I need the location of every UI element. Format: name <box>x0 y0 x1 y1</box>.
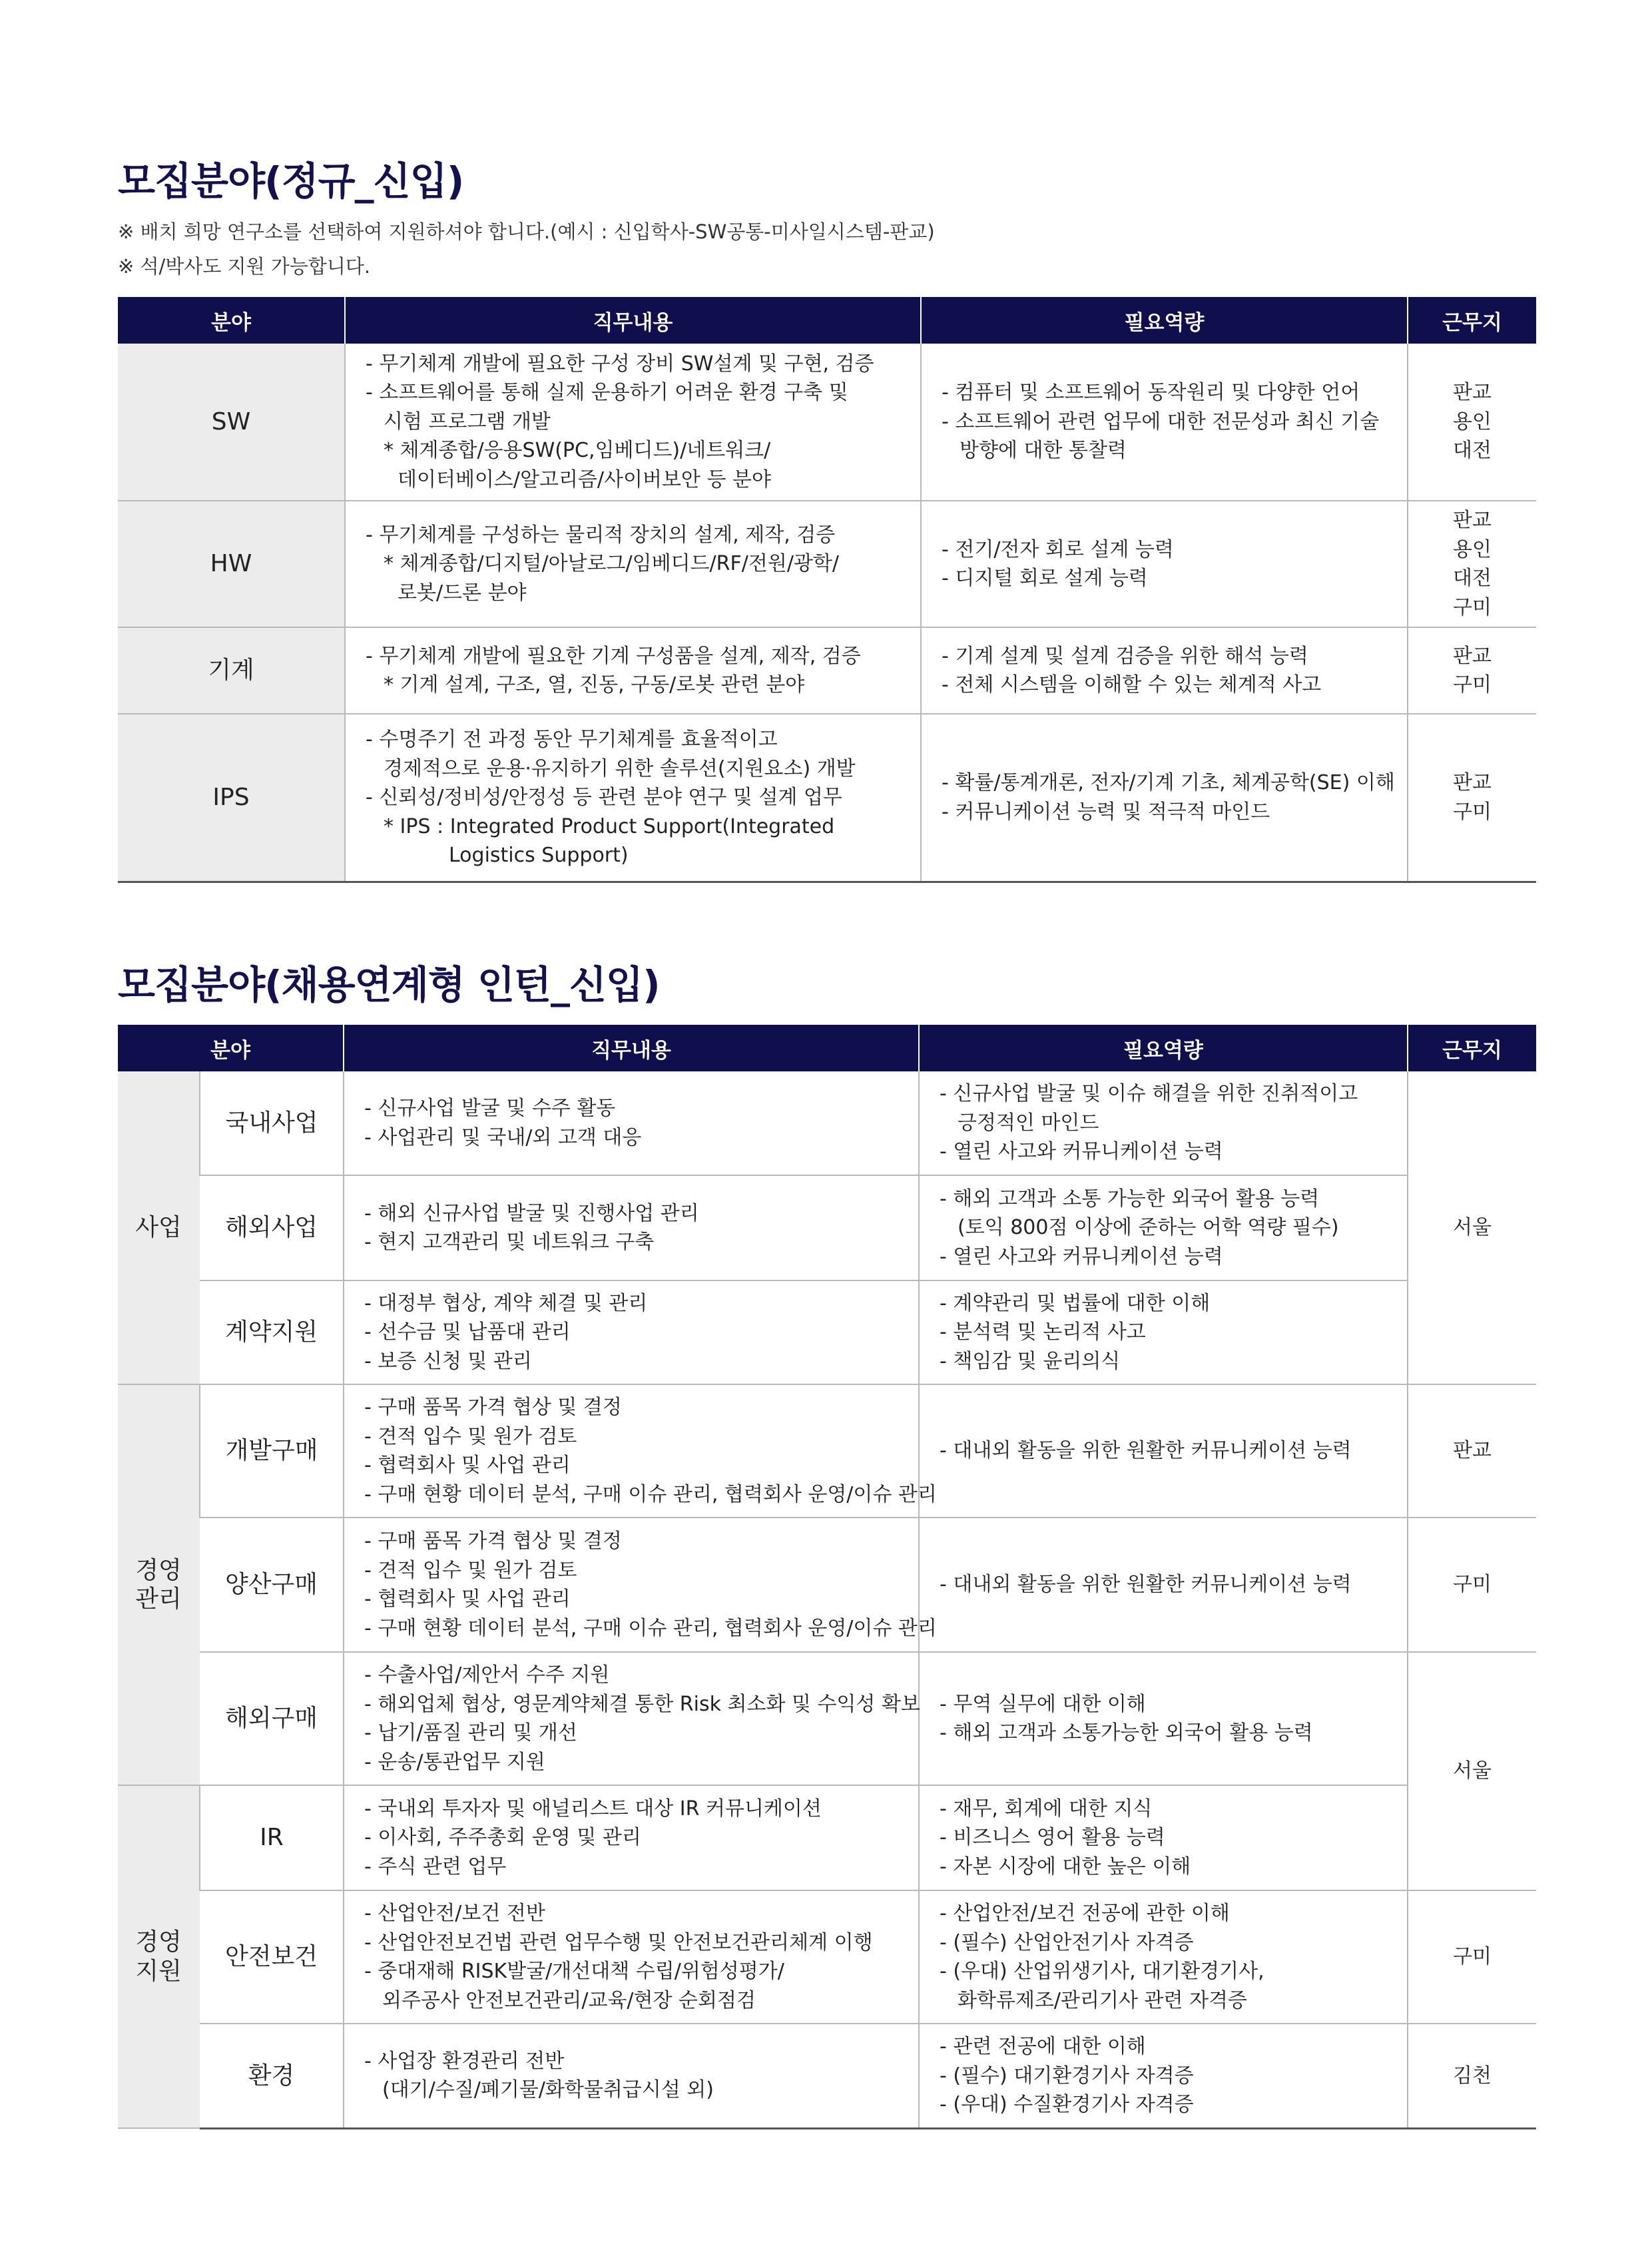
duties-cell <box>344 1280 919 1384</box>
skill-line: - (우대) 산업위생기사, 대기환경기사, <box>940 1960 1264 1983</box>
duty-line: - 운송/통관업무 지원 <box>364 1750 545 1774</box>
skill-line: (토익 800점 이상에 준하는 어학 역량 필수) <box>958 1216 1339 1240</box>
location-cell <box>1408 344 1536 501</box>
location: 대전 <box>1453 567 1492 590</box>
table-row <box>118 1518 1536 1652</box>
skill-line: - 확률/통계개론, 전자/기계 기초, 체계공학(SE) 이해 <box>942 771 1395 795</box>
skill-line: - 열린 사고와 커뮤니케이션 능력 <box>940 1245 1223 1268</box>
duty-line: - 구매 현황 데이터 분석, 구매 이슈 관리, 협력회사 운영/이슈 관리 <box>364 1482 937 1506</box>
duty-line: - 해외 신규사업 발굴 및 진행사업 관리 <box>364 1201 699 1225</box>
duties-cell <box>344 1384 937 1518</box>
duty-line: 시험 프로그램 개발 <box>384 410 551 433</box>
subfield-cell: 해외사업 <box>200 1175 344 1280</box>
duty-line: * IPS : Integrated Product Support(Integrated <box>384 814 835 838</box>
table-row <box>118 501 1536 627</box>
duty-line: - 대정부 협상, 계약 체결 및 관리 <box>364 1291 648 1315</box>
subfield-cell: 양산구매 <box>200 1518 344 1652</box>
location: 구미 <box>1453 800 1492 824</box>
duties-cell <box>345 627 921 714</box>
table-header-row <box>118 297 1536 344</box>
skills-cell <box>921 344 1408 501</box>
location-cell <box>1408 627 1536 714</box>
location-cell: 서울 <box>1408 1071 1536 1384</box>
location-cell: 판교 <box>1408 1384 1536 1518</box>
skill-line: - 기계 설계 및 설계 검증을 위한 해석 능력 <box>942 644 1308 668</box>
table-header-row <box>118 1025 1536 1071</box>
location-cell: 구미 <box>1408 1890 1536 2024</box>
skill-line: 화학류제조/관리기사 관련 자격증 <box>958 1988 1247 2012</box>
skill-line: - (우대) 수질환경기사 자격증 <box>940 2093 1194 2116</box>
field-cell: SW <box>118 344 345 501</box>
subfield-cell: 환경 <box>200 2024 344 2128</box>
skill-line: - 분석력 및 논리적 사고 <box>940 1320 1146 1344</box>
location: 판교 <box>1453 644 1492 668</box>
field-cell: IPS <box>118 714 345 882</box>
duties-cell <box>344 1652 919 1785</box>
skill-line: - 전기/전자 회로 설계 능력 <box>942 537 1174 561</box>
skill-line: - 관련 전공에 대한 이해 <box>940 2035 1146 2058</box>
note-2: ※ 석/박사도 지원 가능합니다. <box>118 255 371 278</box>
field-cell: HW <box>118 501 345 627</box>
duty-line: - 이사회, 주주총회 운영 및 관리 <box>364 1826 641 1850</box>
duty-line: - 선수금 및 납품대 관리 <box>364 1320 571 1344</box>
skill-line: - 자본 시장에 대한 높은 이해 <box>940 1854 1191 1878</box>
skills-cell <box>919 1890 1408 2024</box>
duty-line: - 견적 입수 및 원가 검토 <box>364 1424 577 1448</box>
table-row <box>118 2024 1536 2128</box>
skill-line: - 컴퓨터 및 소프트웨어 동작원리 및 다양한 언어 <box>942 381 1360 405</box>
duty-line: - 무기체계를 구성하는 물리적 장치의 설계, 제작, 검증 <box>366 523 836 547</box>
skill-line: - 열린 사고와 커뮤니케이션 능력 <box>940 1140 1223 1164</box>
skills-cell <box>921 714 1408 882</box>
skills-cell <box>919 1071 1408 1175</box>
table-row <box>118 344 1536 501</box>
duty-line: 로봇/드론 분야 <box>398 581 527 605</box>
subfield-cell: 안전보건 <box>200 1890 344 2024</box>
group-label: 경영 관리 <box>135 1556 182 1613</box>
location: 용인 <box>1453 410 1492 433</box>
section1-title: 모집분야(정규_신입) <box>118 158 464 204</box>
header-duties: 직무내용 <box>345 297 921 344</box>
duty-line: - 국내외 투자자 및 애널리스트 대상 IR 커뮤니케이션 <box>364 1797 822 1821</box>
location-cell: 구미 <box>1408 1518 1536 1652</box>
duties-cell <box>345 501 921 627</box>
duty-line: (대기/수질/폐기물/화학물취급시설 외) <box>382 2078 714 2102</box>
header-field: 분야 <box>118 297 345 344</box>
duty-line: * 체계종합/응용SW(PC,임베디드)/네트워크/ <box>384 439 771 463</box>
duty-line: - 수명주기 전 과정 동안 무기체계를 효율적이고 <box>366 728 778 751</box>
subfield-cell: 해외구매 <box>200 1652 344 1785</box>
table-row <box>118 1785 1536 1890</box>
subfield-cell: 국내사업 <box>200 1071 344 1175</box>
duties-cell <box>344 1890 919 2024</box>
skill-line: 방향에 대한 통찰력 <box>960 439 1127 463</box>
skill-line: - 전체 시스템을 이해할 수 있는 체계적 사고 <box>942 673 1322 697</box>
duty-line: - 산업안전보건법 관련 업무수행 및 안전보건관리체계 이행 <box>364 1930 873 1954</box>
location-cell: 서울 <box>1408 1652 1536 1890</box>
header-location: 근무지 <box>1408 297 1536 344</box>
skills-cell <box>919 1175 1408 1280</box>
duties-cell <box>344 2024 919 2128</box>
group-label: 경영 지원 <box>135 1928 182 1985</box>
duty-line: * 기계 설계, 구조, 열, 진동, 구동/로봇 관련 분야 <box>384 673 805 697</box>
duty-line: 경제적으로 운용·유지하기 위한 솔루션(지원요소) 개발 <box>384 756 856 780</box>
location: 구미 <box>1453 673 1492 697</box>
duties-cell <box>345 344 921 501</box>
skills-cell <box>919 1785 1408 1890</box>
skills-cell <box>919 1280 1408 1384</box>
table-row <box>118 627 1536 714</box>
duty-line: Logistics Support) <box>449 844 629 867</box>
skill-line: - 디지털 회로 설계 능력 <box>942 567 1148 590</box>
skill-line: - 무역 실무에 대한 이해 <box>940 1692 1146 1716</box>
location: 판교 <box>1453 771 1492 795</box>
duty-line: - 구매 현황 데이터 분석, 구매 이슈 관리, 협력회사 운영/이슈 관리 <box>364 1616 937 1640</box>
skill-line: - (필수) 대기환경기사 자격증 <box>940 2064 1194 2088</box>
location: 구미 <box>1453 595 1492 619</box>
duty-line: - 협력회사 및 사업 관리 <box>364 1454 571 1477</box>
location-cell <box>1408 714 1536 882</box>
subfield-cell: 개발구매 <box>200 1384 344 1518</box>
duty-line: 외주공사 안전보건관리/교육/현장 순회점검 <box>382 1988 756 2012</box>
table-row <box>118 1071 1536 1175</box>
duty-line: * 체계종합/디지털/아날로그/임베디드/RF/전원/광학/ <box>384 552 840 576</box>
duty-line: 데이터베이스/알고리즘/사이버보안 등 분야 <box>398 467 771 491</box>
subfield-cell: IR <box>200 1785 344 1890</box>
location-cell: 김천 <box>1408 2024 1536 2128</box>
group-cell <box>118 1785 200 2128</box>
duty-line: - 수출사업/제안서 수주 지원 <box>364 1663 610 1687</box>
regular-positions-table <box>118 297 1536 883</box>
header-skills: 필요역량 <box>919 1025 1408 1071</box>
group-cell <box>118 1384 200 1785</box>
skills-cell <box>919 1652 1408 1785</box>
intern-positions-table <box>118 1025 1536 2129</box>
skill-line: - 산업안전/보건 전공에 관한 이해 <box>940 1902 1230 1925</box>
duty-line: - 구매 품목 가격 협상 및 결정 <box>364 1396 622 1419</box>
table-row <box>118 1175 1536 1280</box>
duties-cell <box>344 1175 919 1280</box>
location: 대전 <box>1453 439 1492 463</box>
duty-line: - 해외업체 협상, 영문계약체결 통한 Risk 최소화 및 수익성 확보 <box>364 1692 920 1716</box>
skill-line: - 대내외 활동을 위한 원활한 커뮤니케이션 능력 <box>940 1573 1352 1597</box>
table-row <box>118 1652 1536 1785</box>
section2-title: 모집분야(채용연계형 인턴_신입) <box>118 962 660 1007</box>
table-row <box>118 1384 1536 1518</box>
duty-line: - 신규사업 발굴 및 수주 활동 <box>364 1097 616 1120</box>
skill-line: - 재무, 회계에 대한 지식 <box>940 1797 1153 1821</box>
duties-cell <box>344 1785 919 1890</box>
duty-line: - 무기체계 개발에 필요한 구성 장비 SW설계 및 구현, 검증 <box>366 352 874 376</box>
duty-line: - 협력회사 및 사업 관리 <box>364 1587 571 1611</box>
table-row <box>118 714 1536 882</box>
location-cell <box>1408 501 1536 627</box>
skill-line: - 대내외 활동을 위한 원활한 커뮤니케이션 능력 <box>940 1439 1352 1463</box>
duty-line: - 산업안전/보건 전반 <box>364 1902 545 1925</box>
duties-cell <box>345 714 921 882</box>
duty-line: - 견적 입수 및 원가 검토 <box>364 1558 577 1582</box>
duty-line: - 사업관리 및 국내/외 고객 대응 <box>364 1125 642 1149</box>
location: 판교 <box>1453 381 1492 405</box>
duties-cell <box>344 1071 919 1175</box>
skill-line: - 커뮤니케이션 능력 및 적극적 마인드 <box>942 800 1270 824</box>
skill-line: - 신규사업 발굴 및 이슈 해결을 위한 진취적이고 <box>940 1082 1358 1106</box>
skills-cell <box>919 2024 1408 2128</box>
table-row <box>118 1890 1536 2024</box>
duty-line: - 중대재해 RISK발굴/개선대책 수립/위험성평가/ <box>364 1960 784 1983</box>
skill-line: - 해외 고객과 소통가능한 외국어 활용 능력 <box>940 1721 1313 1745</box>
skills-cell <box>919 1384 1408 1518</box>
table-row <box>118 1280 1536 1384</box>
note-1: ※ 배치 희망 연구소를 선택하여 지원하셔야 합니다.(예시 : 신입학사-SW공통-미사일시스템-판교) <box>118 220 935 243</box>
duty-line: - 사업장 환경관리 전반 <box>364 2049 565 2073</box>
header-skills: 필요역량 <box>921 297 1408 344</box>
duty-line: - 보증 신청 및 관리 <box>364 1349 532 1373</box>
group-cell: 사업 <box>118 1071 200 1384</box>
header-location: 근무지 <box>1408 1025 1536 1071</box>
duties-cell <box>344 1518 937 1652</box>
duty-line: - 납기/품질 관리 및 개선 <box>364 1721 577 1745</box>
location: 용인 <box>1453 537 1492 561</box>
skill-line: - 소프트웨어 관련 업무에 대한 전문성과 최신 기술 <box>942 410 1380 433</box>
duty-line: - 무기체계 개발에 필요한 기계 구성품을 설계, 제작, 검증 <box>366 644 861 668</box>
header-field: 분야 <box>118 1025 344 1071</box>
skills-cell <box>921 627 1408 714</box>
location: 판교 <box>1453 509 1492 532</box>
skills-cell <box>919 1518 1408 1652</box>
skill-line: 긍정적인 마인드 <box>958 1111 1099 1135</box>
skill-line: - 책임감 및 윤리의식 <box>940 1349 1121 1373</box>
duty-line: - 주식 관련 업무 <box>364 1854 507 1878</box>
duty-line: - 소프트웨어를 통해 실제 운용하기 어려운 환경 구축 및 <box>366 381 848 405</box>
field-cell: 기계 <box>118 627 345 714</box>
subfield-cell: 계약지원 <box>200 1280 344 1384</box>
skills-cell <box>921 501 1408 627</box>
duty-line: - 신뢰성/정비성/안정성 등 관련 분야 연구 및 설계 업무 <box>366 786 842 809</box>
duty-line: - 현지 고객관리 및 네트워크 구축 <box>364 1231 655 1254</box>
skill-line: - 비즈니스 영어 활용 능력 <box>940 1826 1165 1850</box>
skill-line: - (필수) 산업안전기사 자격증 <box>940 1930 1194 1954</box>
notes <box>118 214 935 284</box>
skill-line: - 계약관리 및 법률에 대한 이해 <box>940 1291 1211 1315</box>
skill-line: - 해외 고객과 소통 가능한 외국어 활용 능력 <box>940 1187 1320 1211</box>
header-duties: 직무내용 <box>344 1025 919 1071</box>
duty-line: - 구매 품목 가격 협상 및 결정 <box>364 1530 622 1553</box>
